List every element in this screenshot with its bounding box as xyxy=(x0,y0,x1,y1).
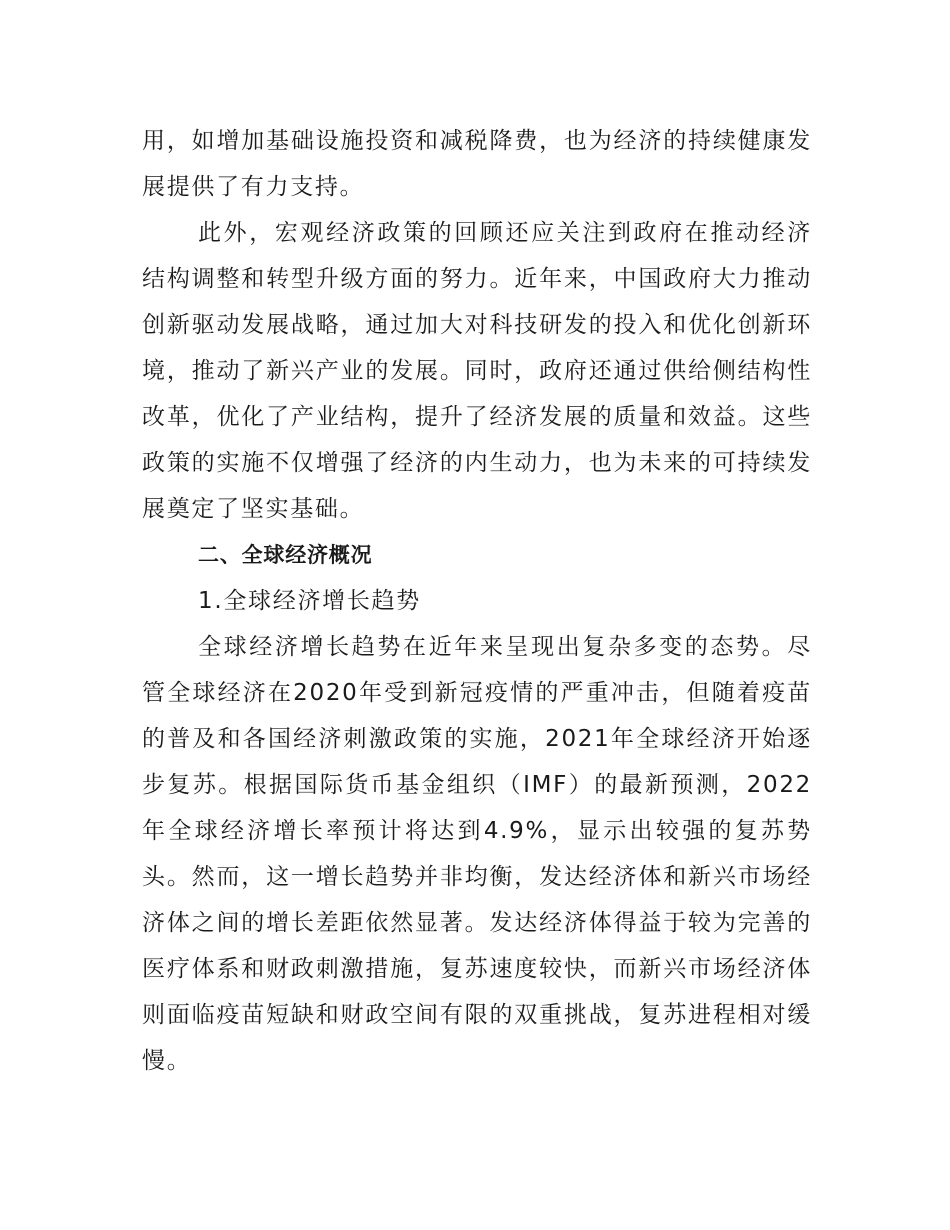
paragraph-continuation: 用，如增加基础设施投资和减税降费，也为经济的持续健康发展提供了有力支持。 xyxy=(142,128,812,200)
paragraph-global-growth: 全球经济增长趋势在近年来呈现出复杂多变的态势。尽管全球经济在2020年受到新冠疫情的严重冲击，但随着疫苗的普及和各国经济刺激政策的实施，2021年全球经济开始逐步复苏。根据国际货币基金组织（IMF）的最新预测，2022年全球经济增长率预计将达到4.9%，显示出较强的复苏势头。然而，这一增长趋势并非均衡，发达经济体和新兴市场经济体之间的增长差距依然显著。发达经济体得益于较为完善的医疗体系和财政刺激措施，复苏速度较快，而新兴市场经济体则面临疫苗短缺和财政空间有限的双重挑战，复苏进程相对缓慢。 xyxy=(142,634,812,1074)
paragraph-policy-review: 此外，宏观经济政策的回顾还应关注到政府在推动经济结构调整和转型升级方面的努力。近年来，中国政府大力推动创新驱动发展战略，通过加大对科技研发的投入和优化创新环境，推动了新兴产业的发展。同时，政府还通过供给侧结构性改革，优化了产业结构，提升了经济发展的质量和效益。这些政策的实施不仅增强了经济的内生动力，也为未来的可持续发展奠定了坚实基础。 xyxy=(142,220,812,522)
section-heading: 二、全球经济概况 xyxy=(198,543,373,567)
subsection-heading: 1.全球经济增长趋势 xyxy=(198,588,421,614)
document-body xyxy=(142,118,812,1084)
